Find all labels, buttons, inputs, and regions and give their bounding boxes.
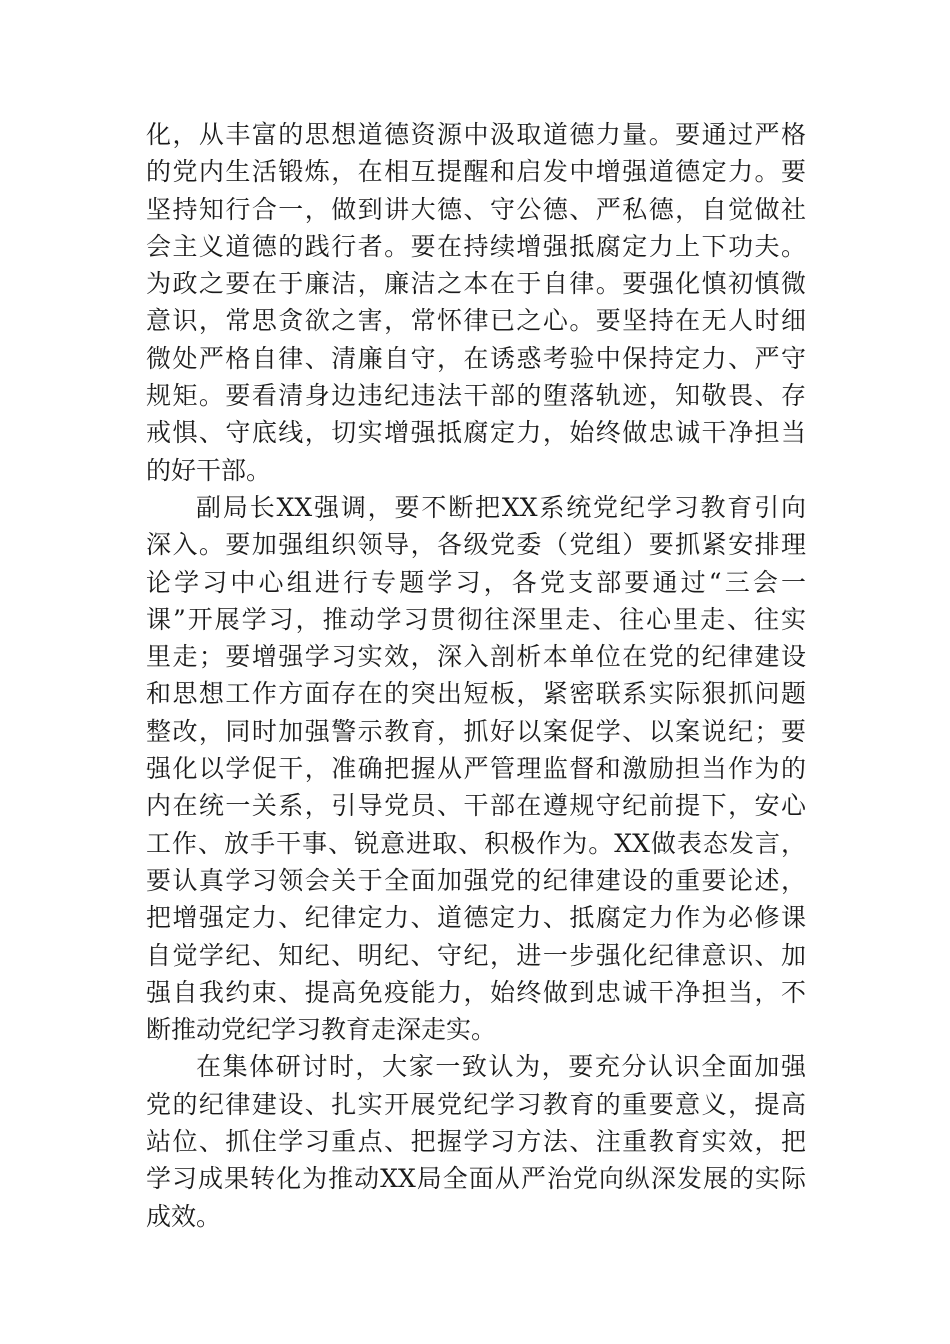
paragraph <box>146 1048 806 1234</box>
text-line: 整改，同时加强警示教育，抓好以案促学、以案说纪；要 <box>146 716 806 746</box>
text-line: 强化以学促干，准确把握从严管理监督和激励担当作为的 <box>146 754 806 784</box>
text-line: 深入。要加强组织领导，各级党委（党组）要抓紧安排理 <box>146 530 806 560</box>
text-line: 党的纪律建设、扎实开展党纪学习教育的重要意义，提高 <box>146 1089 806 1119</box>
text-line: 断推动党纪学习教育走深走实。 <box>146 1015 497 1045</box>
text-line: 课”开展学习，推动学习贯彻往深里走、往心里走、往实 <box>146 604 806 634</box>
text-line: 化，从丰富的思想道德资源中汲取道德力量。要通过严格 <box>146 120 806 149</box>
text-line: 要认真学习领会关于全面加强党的纪律建设的重要论述， <box>146 865 806 895</box>
text-line: 把增强定力、纪律定力、道德定力、抵腐定力作为必修课 <box>146 903 806 933</box>
text-line: 戒惧、守底线，切实增强抵腐定力，始终做忠诚干净担当 <box>146 418 806 448</box>
text-line: 副局长XX强调，要不断把XX系统党纪学习教育引向 <box>196 492 806 522</box>
text-line: 的好干部。 <box>146 455 272 485</box>
paragraph <box>146 489 806 1048</box>
text-line: 强自我约束、提高免疫能力，始终做到忠诚干净担当，不 <box>146 977 806 1007</box>
text-line: 为政之要在于廉洁，廉洁之本在于自律。要强化慎初慎微 <box>146 269 806 299</box>
text-line: 自觉学纪、知纪、明纪、守纪，进一步强化纪律意识、加 <box>146 940 806 970</box>
text-line: 坚持知行合一，做到讲大德、守公德、严私德，自觉做社 <box>146 194 806 224</box>
text-line: 意识，常思贪欲之害，常怀律已之心。要坚持在无人时细 <box>146 306 806 336</box>
document-body <box>146 116 806 1235</box>
text-line: 和思想工作方面存在的突出短板，紧密联系实际狠抓问题 <box>146 679 806 709</box>
text-line: 内在统一关系，引导党员、干部在遵规守纪前提下，安心 <box>146 791 806 821</box>
text-line: 工作、放手干事、锐意进取、积极作为。XX做表态发言， <box>146 828 806 858</box>
text-line: 会主义道德的践行者。要在持续增强抵腐定力上下功夫。 <box>146 231 806 261</box>
paragraph <box>146 116 806 489</box>
text-line: 的党内生活锻炼，在相互提醒和启发中增强道德定力。要 <box>146 157 806 187</box>
text-line: 微处严格自律、清廉自守，在诱惑考验中保持定力、严守 <box>146 343 806 373</box>
text-line: 规矩。要看清身边违纪违法干部的堕落轨迹，知敬畏、存 <box>146 381 806 411</box>
text-line: 里走；要增强学习实效，深入剖析本单位在党的纪律建设 <box>146 642 806 672</box>
text-line: 成效。 <box>146 1201 222 1231</box>
text-line: 在集体研讨时，大家一致认为，要充分认识全面加强 <box>196 1052 806 1082</box>
text-line: 学习成果转化为推动XX局全面从严治党向纵深发展的实际 <box>146 1164 806 1194</box>
text-line: 站位、抓住学习重点、把握学习方法、注重教育实效，把 <box>146 1127 806 1157</box>
text-line: 论学习中心组进行专题学习，各党支部要通过“三会一 <box>146 567 806 597</box>
